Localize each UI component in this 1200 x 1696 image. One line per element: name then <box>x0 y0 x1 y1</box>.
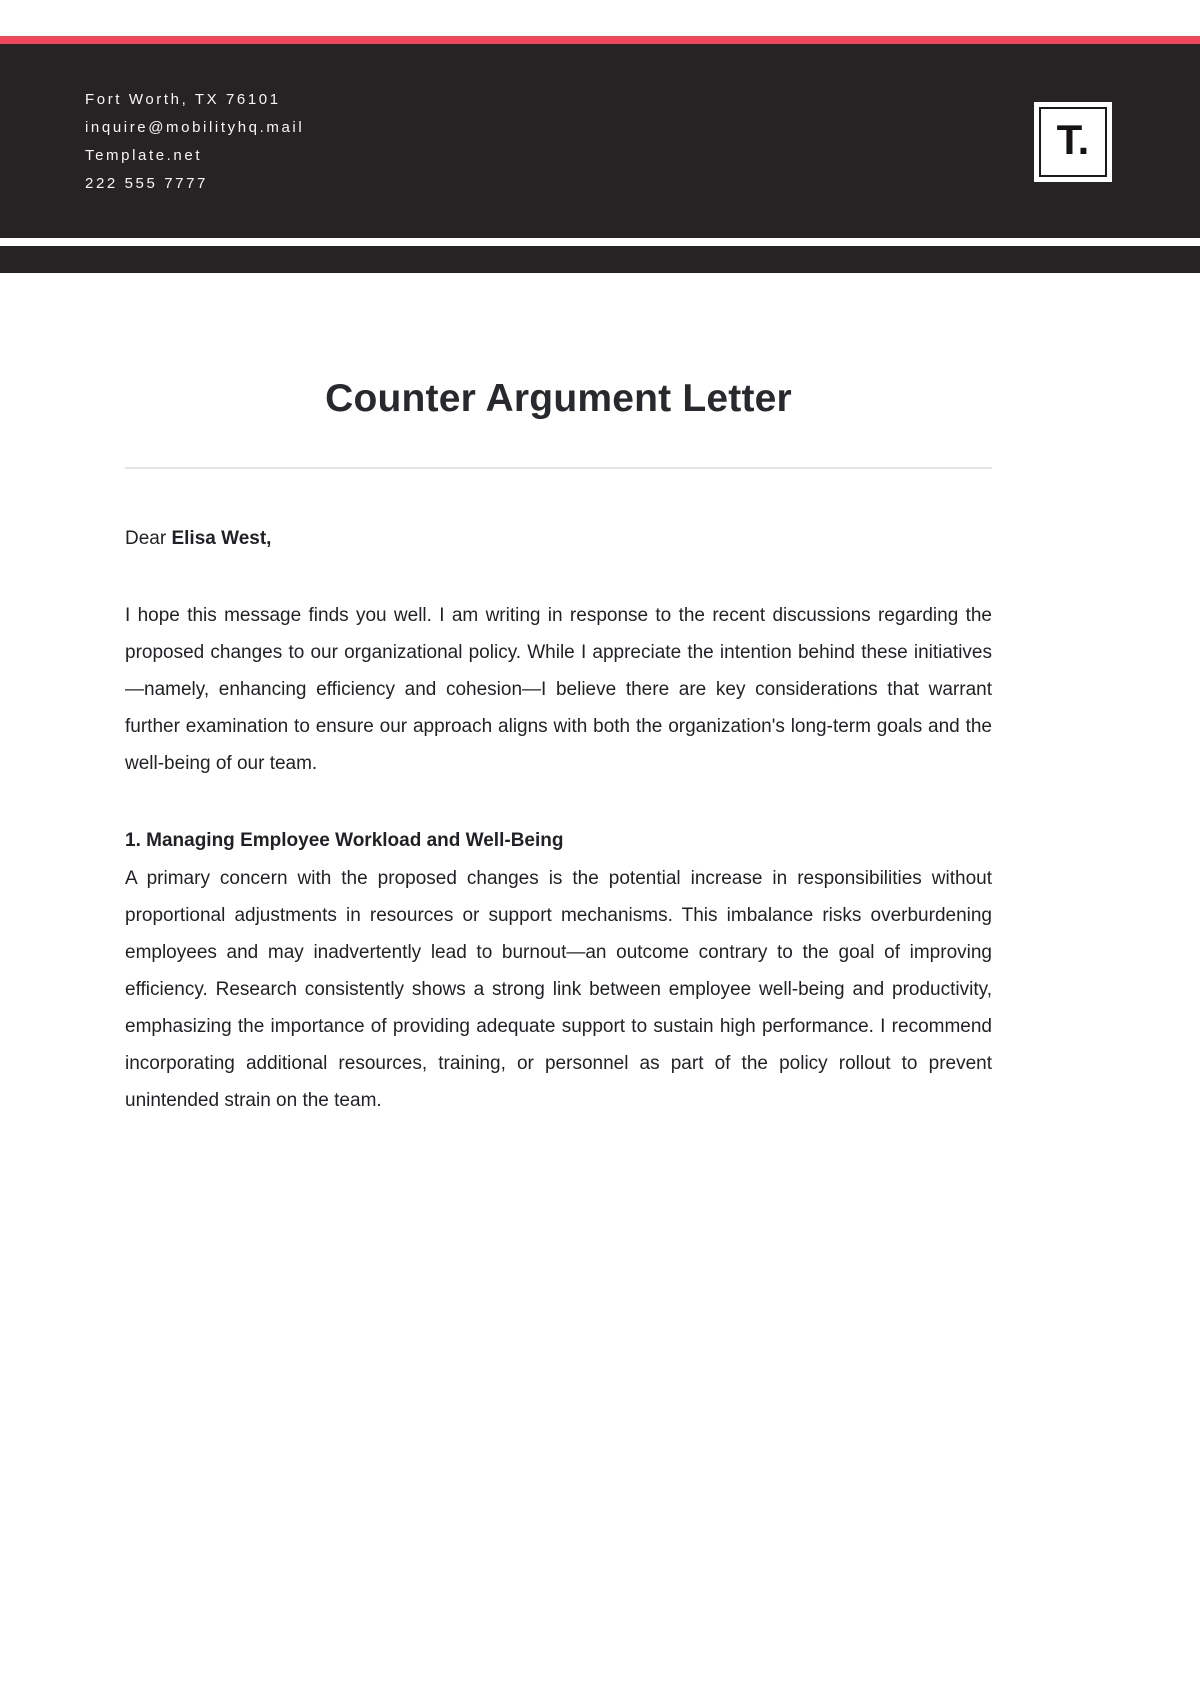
letterhead <box>0 44 1200 238</box>
brand-logo-frame <box>1039 107 1107 177</box>
contact-info <box>85 86 304 198</box>
accent-bar <box>0 36 1200 44</box>
brand-logo-text: T. <box>1056 116 1090 163</box>
header-strip <box>0 246 1200 273</box>
top-margin <box>0 0 1200 36</box>
document-title: Counter Argument Letter <box>325 377 792 420</box>
intro-paragraph: I hope this message finds you well. I am writing in response to the recent discussions regarding the proposed changes to our organizational policy. While I appreciate the intention behind these initiatives—namely, enhancing efficiency and cohesion—I believe there are key considerations that warrant further examination to ensure our approach aligns with both the organization's long-term goals and the well-being of our team. <box>125 605 992 774</box>
brand-logo <box>1034 102 1112 182</box>
section-1-body: A primary concern with the proposed changes is the potential increase in responsibilities without proportional adjustments in resources or support mechanisms. This imbalance risks overburdening employees and may inadvertently lead to burnout—an outcome contrary to the goal of improving efficiency. Research consistently shows a strong link between employee well-being and productivity, emphasizing the importance of providing adequate support to sustain high performance. I recommend incorporating additional resources, training, or personnel as part of the policy rollout to prevent unintended strain on the team. <box>125 868 992 1111</box>
header-gap <box>0 238 1200 246</box>
salutation-prefix: Dear <box>125 528 172 549</box>
contact-phone: 222 555 7777 <box>85 175 208 192</box>
contact-address: Fort Worth, TX 76101 <box>85 91 281 108</box>
contact-email: inquire@mobilityhq.mail <box>85 119 305 136</box>
letter-body <box>125 377 992 1119</box>
contact-website: Template.net <box>85 147 203 164</box>
title-divider <box>125 467 992 469</box>
salutation <box>125 525 992 553</box>
section-1-heading: 1. Managing Employee Workload and Well-Being <box>125 830 564 851</box>
recipient-name: Elisa West, <box>171 528 272 549</box>
